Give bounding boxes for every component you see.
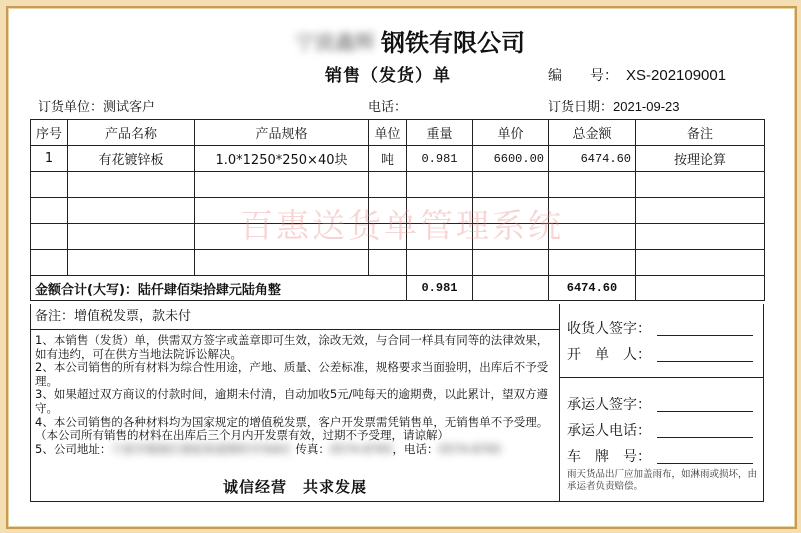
term-item: 4、本公司销售的各种材料均为国家规定的增值税发票，客户开发票需凭销售单，无销售单不予受理。（本公司所有销售的材料在出库后三个月内开发票有效，过期不予受理，请谅解） bbox=[35, 414, 549, 443]
address-value: 宁波市镇海区骆驼街道钢材市场A区 bbox=[111, 441, 292, 456]
table-row bbox=[31, 146, 765, 172]
terms bbox=[35, 334, 555, 456]
receiver-signature-label: 收货人签字： bbox=[567, 321, 651, 337]
watermark: 百惠送货单管理系统 bbox=[240, 206, 564, 245]
fax-label: 传真： bbox=[295, 441, 330, 456]
table-row bbox=[31, 172, 765, 198]
customer-value: 测试客户 bbox=[103, 100, 156, 115]
carrier-signature-label: 承运人签字： bbox=[567, 397, 651, 413]
address-label: 5、公司地址： bbox=[35, 441, 112, 456]
plate-number bbox=[567, 446, 753, 466]
carrier-signature bbox=[567, 394, 753, 414]
remarks: 备注：增值税发票，款未付 bbox=[31, 304, 559, 330]
phone-field bbox=[368, 96, 407, 115]
rain-note: 雨天货品出厂应加盖雨布，如淋雨或损坏，由承运者负责赔偿。 bbox=[567, 469, 758, 492]
order-date-value: 2021-09-23 bbox=[613, 99, 680, 114]
column-header: 单价 bbox=[473, 120, 549, 146]
company-phone-value: 0574-8765 bbox=[438, 441, 502, 456]
company-name: 钢铁有限公司 bbox=[381, 27, 525, 57]
address-line bbox=[35, 443, 555, 457]
phone-label: 电话： bbox=[368, 100, 408, 115]
amount: 6474.60 bbox=[549, 146, 636, 172]
unit: 吨 bbox=[369, 146, 407, 172]
term-item: 2、本公司销售的所有材料为综合性用途，产地、质量、公差标准，规格要求当面验明，出库后不予受理。 bbox=[35, 360, 549, 388]
carrier-phone-label: 承运人电话： bbox=[567, 423, 651, 439]
company-name-blurred: 宁波鑫辉 bbox=[295, 29, 375, 54]
product-spec: 1.0*1250*250×40块 bbox=[195, 146, 369, 172]
column-header: 总金额 bbox=[549, 120, 636, 146]
column-header: 单位 bbox=[369, 120, 407, 146]
footer-section bbox=[30, 304, 764, 502]
total-amount-words: 金额合计(大写)：陆仟肆佰柒拾肆元陆角整 bbox=[31, 276, 407, 301]
column-header: 产品规格 bbox=[195, 120, 369, 146]
column-header: 重量 bbox=[407, 120, 473, 146]
product-name: 有花镀锌板 bbox=[68, 146, 195, 172]
order-date-field bbox=[548, 96, 680, 115]
items-table bbox=[30, 119, 765, 301]
term-item: 3、如果超过双方商议的付款时间，逾期未付清，自动加收5元/吨每天的逾期费，以此累计，望双方遵守。 bbox=[35, 387, 549, 415]
document-title: 销售（发货）单 bbox=[325, 66, 451, 86]
company-phone-label: ，电话： bbox=[392, 441, 439, 456]
table-row bbox=[31, 250, 765, 276]
table-header-row bbox=[31, 120, 765, 146]
document-number-label: 编 号： bbox=[548, 68, 618, 84]
document-number bbox=[548, 65, 726, 85]
customer-field bbox=[38, 96, 155, 115]
weight: 0.981 bbox=[407, 146, 473, 172]
order-date-label: 订货日期： bbox=[548, 100, 614, 115]
plate-number-label: 车 牌 号： bbox=[567, 449, 651, 465]
carrier-phone bbox=[567, 420, 753, 440]
customer-label: 订货单位： bbox=[38, 100, 104, 115]
table-row bbox=[31, 224, 765, 250]
fax-value: 0574-8765 bbox=[329, 441, 393, 456]
document-number-value: XS-202109001 bbox=[626, 67, 727, 84]
total-amount: 6474.60 bbox=[549, 276, 636, 301]
receiver-signature bbox=[567, 318, 753, 338]
row-note: 按理论算 bbox=[636, 146, 765, 172]
unit-price: 6600.00 bbox=[473, 146, 549, 172]
table-row bbox=[31, 198, 765, 224]
column-header: 备注 bbox=[636, 120, 765, 146]
column-header: 序号 bbox=[31, 120, 68, 146]
column-header: 产品名称 bbox=[68, 120, 195, 146]
slogan: 诚信经营 共求发展 bbox=[222, 478, 367, 496]
row-number: 1 bbox=[31, 146, 68, 172]
issuer-signature-label: 开 单 人： bbox=[567, 347, 651, 363]
total-row bbox=[31, 276, 765, 301]
total-weight: 0.981 bbox=[407, 276, 473, 301]
issuer-signature bbox=[567, 344, 753, 364]
term-item: 1、本销售（发货）单，供需双方签字或盖章即可生效，涂改无效，与合同一样具有同等的法律效果，如有违约，可在供方当地法院诉讼解决。 bbox=[35, 333, 549, 361]
company-header bbox=[270, 20, 550, 60]
